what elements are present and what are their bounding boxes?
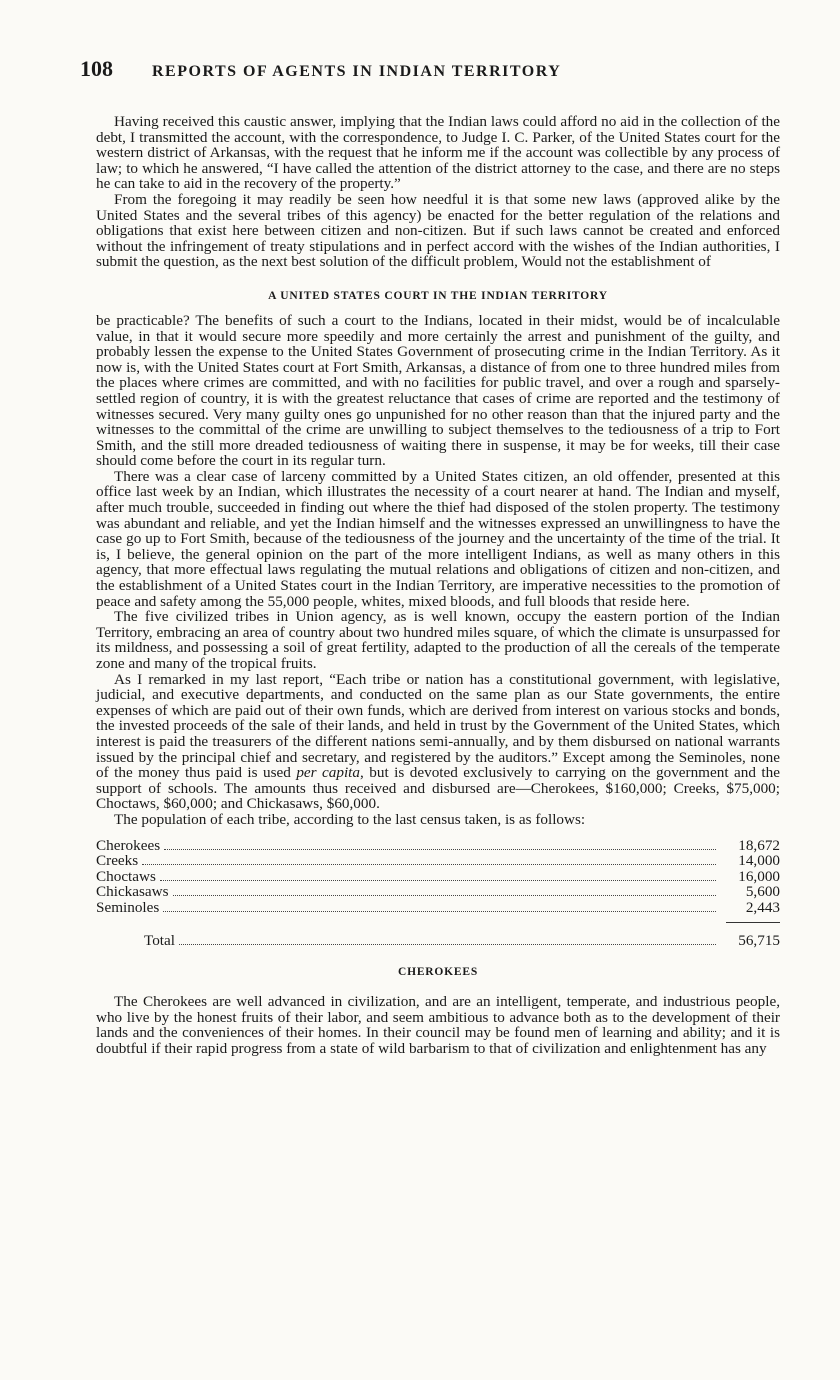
cherokees-section <box>96 994 780 1056</box>
paragraph-five-tribes: The five civilized tribes in Union agency, as is well known, occupy the eastern portion of the Indian Territory, embracing an area of country about two hundred miles square, of which the climate is unsurpassed for its mildness, and possessing a soil of great fertility, adapted to the production of all the cereals of the temperate zone and many of the tropical fruits. <box>96 608 780 672</box>
total-row <box>96 933 780 949</box>
tribe-count: 16,000 <box>738 867 780 885</box>
report-text-after: , but is devoted exclusively to carrying on the government and the support of schools. The amounts thus received and disbursed are—Cherokees, $160,000; Creeks, $75,000; Choctaws, $60,000; and Chickasaws, $60,000. <box>96 764 780 813</box>
paragraph-population-intro: The population of each tribe, according to the last census taken, is as follows: <box>114 810 586 828</box>
page-number: 108 <box>80 56 113 81</box>
page-header <box>80 56 780 90</box>
report-text-italic: per capita <box>296 764 360 782</box>
population-table <box>96 838 780 949</box>
total-count: 56,715 <box>738 931 780 949</box>
total-label: Total <box>144 931 175 949</box>
table-row <box>96 853 780 869</box>
dot-leader <box>160 880 716 881</box>
tribe-name: Creeks <box>96 852 139 870</box>
total-rule <box>726 922 780 923</box>
us-court-section <box>96 313 780 828</box>
dot-leader <box>164 849 716 850</box>
table-row <box>96 900 780 916</box>
paragraph-practicable: be practicable? The benefits of such a court to the Indians, located in their midst, would be of incalculable value, in that it would secure more speedily and more certainly the arrest and punishment of the guilty, and probably lessen the expense to the United States Government of prosecuting crime in the Indian Territory. As it now is, with the United States court at Fort Smith, Arkansas, a distance of from one to three hundred miles from the places where crimes are committed, and with no facilities for public travel, and over a rough and sparsely-settled region of country, it is with the greatest reluctance that cases of crime are reported and the testimony of witnesses secured. Very many guilty ones go unpunished for no other reason than that the injured party and the witnesses to the committal of the crime are unwilling to subject themselves to the tediousness of a trip to Fort Smith, and the still more dreaded tediousness of waiting there in suspense, it may be for weeks, till their case should come before the court in its regular turn. <box>96 311 780 470</box>
table-row <box>96 838 780 854</box>
table-row <box>96 869 780 885</box>
tribe-name: Seminoles <box>96 898 160 916</box>
paragraph-new-laws: From the foregoing it may readily be seen how needful it is that some new laws (approved alike by the United States and the several tribes of this agency) be enacted for the better regulation of the relations and obligations that exist here between citizen and non-citizen. But if such laws cannot be created and enforced without the infringement of treaty stipulations and in perfect accord with the wishes of the Indian authorities, I submit the question, as the next best solution of the difficult problem, Would not the establishment of <box>96 190 780 271</box>
report-text-before: As I remarked in my last report, “Each tribe or nation has a constitutional government, with legislative, judicial, and executive departments, and conducted on the same plan as our State governments, the entire expenses of which are paid out of their own funds, which are derived from interest on various stocks and bonds, the invested proceeds of the sale of their lands, and held in trust by the Government of the United States, which interest is paid the treasurers of the different nations semi-annually, and by them disbursed on national warrants issued by the principal chief and secretary, and registered by the auditors.” Except among the Seminoles, none of the money thus paid is used <box>96 670 780 782</box>
dot-leader <box>163 911 716 912</box>
section-heading-cherokees: CHEROKEES <box>397 966 479 979</box>
tribe-count: 18,672 <box>738 836 780 854</box>
tribe-name: Cherokees <box>96 836 161 854</box>
intro-text <box>96 114 780 270</box>
tribe-count: 14,000 <box>738 852 780 870</box>
paragraph-caustic-answer: Having received this caustic answer, implying that the Indian laws could afford no aid in the collection of the debt, I transmitted the account, with the correspondence, to Judge I. C. Parker, of the United States court for the western district of Arkansas, with the request that he inform me if the account was collectible by any process of law; to which he answered, “I have called the attention of the district attorney to the case, and there are no steps he can take to aid in the recovery of the property.” <box>96 113 780 193</box>
paragraph-last-report <box>96 672 780 812</box>
tribe-name: Chickasaws <box>96 883 169 901</box>
running-head: REPORTS OF AGENTS IN INDIAN TERRITORY <box>152 63 562 80</box>
table-row <box>96 884 780 900</box>
section-heading-us-court: A UNITED STATES COURT IN THE INDIAN TERRITORY <box>268 289 608 302</box>
dot-leader <box>142 864 716 865</box>
paragraph-larceny-case: There was a clear case of larceny committed by a United States citizen, an old offender, presented at this office last week by an Indian, which illustrates the necessity of a court nearer at hand. The Indian and myself, after much trouble, succeeded in finding out where the thief had disposed of the stolen property. The testimony was abundant and reliable, and yet the Indian himself and the witnesses expressed an unwillingness to have the case go up to Fort Smith, because of the tediousness of the journey and the uncertainty of the time of the trial. It is, I believe, the general opinion on the part of the more intelligent Indians, as well as many others in this agency, that more effectual laws regulating the mutual relations and obligations of citizen and non-citizen, and the establishment of a United States court in the Indian Territory, are imperative necessities to the promotion of peace and safety among the 55,000 people, whites, mixed bloods, and full bloods that reside here. <box>96 467 780 610</box>
dot-leader <box>179 944 716 945</box>
paragraph-cherokees: The Cherokees are well advanced in civilization, and are an intelligent, temperate, and industrious people, who live by the honest fruits of their labor, and seem ambitious to advance both as to the development of their lands and the conveniences of their homes. In their council may be found men of learning and ability; and it is doubtful if their rapid progress from a state of wild barbarism to that of civilization and enlightenment has any <box>96 993 780 1057</box>
tribe-name: Choctaws <box>96 867 156 885</box>
tribe-count: 5,600 <box>745 883 780 901</box>
dot-leader <box>173 895 716 896</box>
tribe-count: 2,443 <box>745 898 780 916</box>
